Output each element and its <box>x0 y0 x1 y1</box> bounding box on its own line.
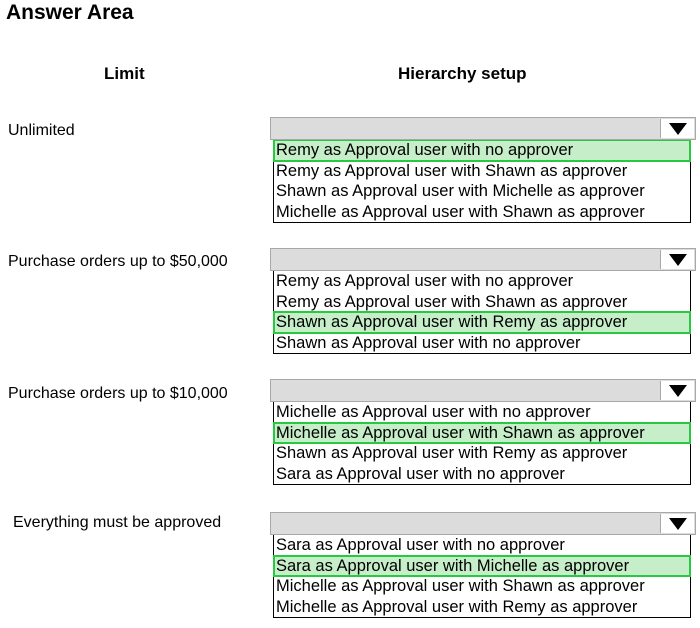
dropdown-50000[interactable] <box>270 248 696 354</box>
dropdown-option[interactable]: Sara as Approval user with no approver <box>276 536 565 554</box>
limit-label-50000: Purchase orders up to $50,000 <box>8 253 228 270</box>
dropdown-option[interactable]: Remy as Approval user with Shawn as approver <box>276 161 628 180</box>
dropdown-option[interactable]: Michelle as Approval user with Shawn as approver <box>276 577 645 595</box>
answer-area-title: Answer Area <box>6 1 134 24</box>
dropdown-option[interactable]: Shawn as Approval user with no approver <box>276 333 581 352</box>
triangle-down-icon <box>669 254 687 266</box>
dropdown-options <box>273 402 691 485</box>
dropdown-options <box>273 271 691 354</box>
dropdown-header[interactable] <box>270 379 696 402</box>
dropdown-options <box>273 140 691 223</box>
dropdown-10000[interactable] <box>270 379 696 485</box>
dropdown-header[interactable] <box>270 248 696 271</box>
dropdown-toggle[interactable] <box>660 381 694 400</box>
dropdown-option[interactable]: Michelle as Approval user with Remy as approver <box>276 597 638 616</box>
dropdown-option[interactable]: Michelle as Approval user with no approver <box>276 403 591 421</box>
dropdown-options <box>273 535 691 618</box>
triangle-down-icon <box>669 518 687 530</box>
dropdown-toggle[interactable] <box>660 250 694 269</box>
dropdown-option[interactable]: Sara as Approval user with Michelle as approver <box>274 556 690 577</box>
dropdown-unlimited[interactable] <box>270 117 696 223</box>
dropdown-everything[interactable] <box>270 512 696 618</box>
dropdown-option[interactable]: Shawn as Approval user with Remy as approver <box>274 312 690 333</box>
dropdown-header[interactable] <box>270 117 696 140</box>
triangle-down-icon <box>669 123 687 135</box>
dropdown-option[interactable]: Michelle as Approval user with Shawn as approver <box>274 423 690 444</box>
dropdown-option[interactable]: Michelle as Approval user with Shawn as approver <box>276 202 645 221</box>
limit-label-everything: Everything must be approved <box>13 514 222 531</box>
limit-column-header: Limit <box>104 64 145 83</box>
hierarchy-column-header: Hierarchy setup <box>398 64 527 83</box>
limit-label-10000: Purchase orders up to $10,000 <box>8 385 228 402</box>
limit-label-unlimited: Unlimited <box>8 122 75 139</box>
dropdown-toggle[interactable] <box>660 514 694 533</box>
dropdown-toggle[interactable] <box>660 119 694 138</box>
triangle-down-icon <box>669 385 687 397</box>
dropdown-option[interactable]: Remy as Approval user with no approver <box>274 140 690 161</box>
dropdown-option[interactable]: Sara as Approval user with no approver <box>276 464 565 483</box>
dropdown-header[interactable] <box>270 512 696 535</box>
dropdown-option[interactable]: Remy as Approval user with Shawn as approver <box>276 292 628 311</box>
dropdown-option[interactable]: Shawn as Approval user with Remy as approver <box>276 444 628 462</box>
dropdown-option[interactable]: Shawn as Approval user with Michelle as approver <box>276 182 645 200</box>
dropdown-option[interactable]: Remy as Approval user with no approver <box>276 272 574 290</box>
